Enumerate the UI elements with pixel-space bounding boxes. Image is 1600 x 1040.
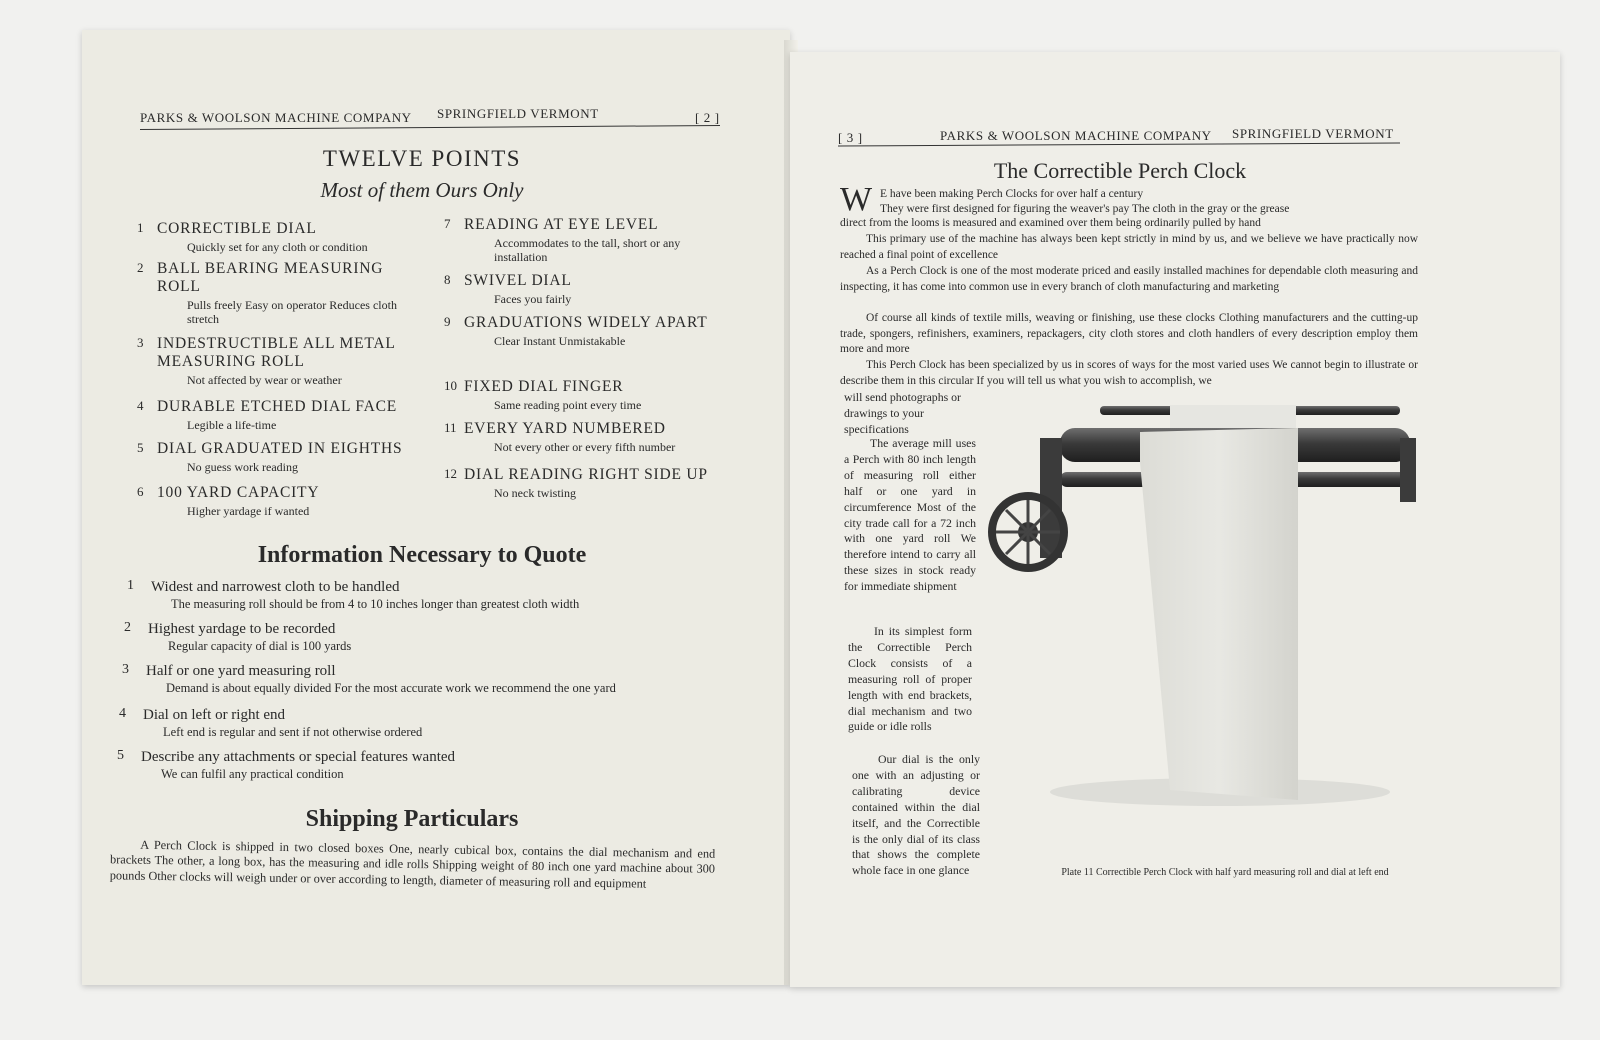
- point-number: 9: [444, 314, 451, 329]
- right-end-bracket: [1400, 438, 1416, 502]
- point-number: 1: [137, 220, 144, 235]
- right-header-place: SPRINGFIELD VERMONT: [1232, 126, 1394, 141]
- point-number: 10: [444, 378, 457, 393]
- point-number: 3: [137, 335, 144, 350]
- perch-clock-title: The Correctible Perch Clock: [993, 158, 1247, 183]
- point-number: 4: [137, 398, 144, 413]
- point-subtext: Not every other or every fifth number: [494, 440, 676, 454]
- quote-number: 2: [124, 620, 131, 635]
- right-header-company: PARKS & WOOLSON MACHINE COMPANY: [940, 128, 1212, 143]
- point-subtext: No neck twisting: [494, 486, 576, 500]
- shipping-text: A Perch Clock is shipped in two closed boxes One, nearly cubical box, contains the dial mechanism and end brackets The other, a long box, has the measuring and idle rolls Shipping weight of 80 inch one yard machine about 300 pounds Other clocks will weigh under or over according to length, diameter of measuring roll and equipment: [109, 837, 716, 891]
- quote-subtext: The measuring roll should be from 4 to 10 inches longer than greatest cloth width: [171, 597, 580, 611]
- point-heading: READING AT EYE LEVEL: [464, 216, 659, 233]
- quote-subtext: Demand is about equally divided For the most accurate work we recommend the one yard: [166, 681, 616, 695]
- point-number: 5: [137, 440, 144, 455]
- right-header-rule: [838, 143, 1400, 147]
- quote-item-1: [127, 578, 767, 612]
- quote-number: 4: [119, 706, 126, 721]
- quote-number: 5: [117, 748, 124, 763]
- quote-heading: Half or one yard measuring roll: [146, 663, 336, 679]
- intro-line: E have been making Perch Clocks for over half a century: [880, 188, 1144, 200]
- point-heading: DIAL GRADUATED IN EIGHTHS: [157, 440, 403, 457]
- point-item-3: [137, 335, 427, 387]
- quote-item-2: [124, 620, 764, 654]
- para-1-rest: direct from the looms is measured and examined over them being ordinarily pulled by hand: [840, 217, 1261, 229]
- twelve-points-subtitle: Most of them Ours Only: [320, 178, 524, 202]
- para-4: Of course all kinds of textile mills, weaving or finishing, use these clocks Clothing manufacturers and the cutting-up trade, spongers, refinishers, examiners, repackagers, city cloth stores and cloth handlers of every description employ them more and more: [840, 312, 1418, 356]
- point-item-12: [444, 466, 734, 500]
- left-page: [82, 30, 790, 985]
- point-item-7: [444, 216, 734, 264]
- point-item-4: [137, 398, 427, 432]
- point-number: 12: [444, 466, 457, 481]
- point-subtext: Not affected by wear or weather: [187, 373, 342, 387]
- quote-item-4: [119, 706, 759, 740]
- para-5: This Perch Clock has been specialized by us in scores of ways for the most varied uses We cannot begin to illustrate or describe them in this circular If you will tell us what you wish to accomplish, we: [840, 359, 1418, 387]
- point-item-6: [137, 484, 427, 518]
- point-number: 8: [444, 272, 451, 287]
- point-heading: INDESTRUCTIBLE ALL METAL MEASURING ROLL: [157, 335, 396, 370]
- quote-heading: Describe any attachments or special features wanted: [141, 749, 456, 765]
- quote-number: 1: [127, 578, 134, 593]
- left-header-place: SPRINGFIELD VERMONT: [437, 106, 599, 121]
- point-subtext: Clear Instant Unmistakable: [494, 334, 626, 348]
- point-subtext: Same reading point every time: [494, 398, 642, 412]
- point-heading: DURABLE ETCHED DIAL FACE: [157, 398, 398, 415]
- quote-subtext: We can fulfil any practical condition: [161, 767, 344, 781]
- drop-cap: W: [840, 181, 873, 218]
- point-number: 7: [444, 216, 451, 231]
- shipping-title: Shipping Particulars: [305, 806, 519, 832]
- point-heading: DIAL READING RIGHT SIDE UP: [464, 466, 708, 483]
- point-heading: EVERY YARD NUMBERED: [464, 420, 666, 437]
- point-item-9: [444, 314, 734, 348]
- point-heading: SWIVEL DIAL: [464, 272, 572, 289]
- point-item-1: [137, 220, 427, 254]
- point-heading: 100 YARD CAPACITY: [157, 484, 320, 501]
- point-subtext: No guess work reading: [187, 460, 298, 474]
- col-2: The average mill uses a Perch with 80 inch length of measuring roll either half or one yard in circumference Most of the city trade call for a 72 inch with one yard roll We therefore intend to carry all these sizes in stock ready for immediate shipment: [844, 436, 976, 594]
- quote-subtext: Regular capacity of dial is 100 yards: [168, 639, 352, 653]
- quote-item-3: [122, 662, 762, 696]
- right-page: [790, 52, 1560, 987]
- left-header-company: PARKS & WOOLSON MACHINE COMPANY: [140, 110, 412, 125]
- point-item-8: [444, 272, 734, 306]
- quote-heading: Dial on left or right end: [143, 707, 286, 723]
- col-1: will send photographs or drawings to your specifications: [844, 390, 961, 436]
- para-1-line1: They were first designed for figuring the weaver's pay The cloth in the gray or the grease: [880, 203, 1290, 215]
- point-item-10: [444, 378, 734, 412]
- point-item-2: [137, 260, 427, 326]
- point-item-5: [137, 440, 427, 474]
- point-heading: FIXED DIAL FINGER: [464, 378, 624, 395]
- point-heading: CORRECTIBLE DIAL: [157, 220, 317, 237]
- left-header-page: [ 2 ]: [695, 110, 720, 125]
- point-subtext: Accommodates to the tall, short or any installation: [494, 236, 681, 264]
- point-number: 6: [137, 484, 144, 499]
- point-subtext: Higher yardage if wanted: [187, 504, 310, 518]
- hanging-cloth: [1140, 428, 1298, 800]
- point-subtext: Quickly set for any cloth or condition: [187, 240, 368, 254]
- quote-item-5: [117, 748, 757, 782]
- right-header-page: [ 3 ]: [838, 130, 863, 145]
- para-3: As a Perch Clock is one of the most moderate priced and easily installed machines for dependable cloth measuring and inspecting, it has come into common use in every branch of cloth manufacturing and marketing: [840, 265, 1418, 293]
- para-2: This primary use of the machine has always been kept strictly in mind by us, and we believe we have practically now reached a final point of excellence: [840, 233, 1418, 261]
- col-4: Our dial is the only one with an adjusting or calibrating device contained within the dial itself, and the Correctible is the only dial of its class that shows the complete whole face in one glance: [852, 752, 980, 878]
- point-number: 11: [444, 420, 457, 435]
- point-heading: GRADUATIONS WIDELY APART: [464, 314, 708, 331]
- plate-caption: Plate 11 Correctible Perch Clock with half yard measuring roll and dial at left end: [1061, 867, 1389, 878]
- perch-clock-machine-image: [980, 392, 1430, 822]
- point-number: 2: [137, 260, 144, 275]
- point-subtext: Pulls freely Easy on operator Reduces cloth stretch: [187, 298, 397, 326]
- quote-number: 3: [122, 662, 129, 677]
- quote-heading: Widest and narrowest cloth to be handled: [151, 579, 400, 595]
- point-item-11: [444, 420, 734, 454]
- point-subtext: Faces you fairly: [494, 292, 572, 306]
- point-subtext: Legible a life-time: [187, 418, 277, 432]
- quote-subtext: Left end is regular and sent if not otherwise ordered: [163, 725, 423, 739]
- quote-title: Information Necessary to Quote: [257, 542, 587, 568]
- quote-heading: Highest yardage to be recorded: [148, 621, 336, 637]
- col-3: In its simplest form the Correctible Perch Clock consists of a measuring roll of proper length with end brackets, dial mechanism and two guide or idle rolls: [848, 624, 972, 734]
- point-heading: BALL BEARING MEASURING ROLL: [157, 260, 384, 295]
- twelve-points-title: TWELVE POINTS: [322, 146, 522, 171]
